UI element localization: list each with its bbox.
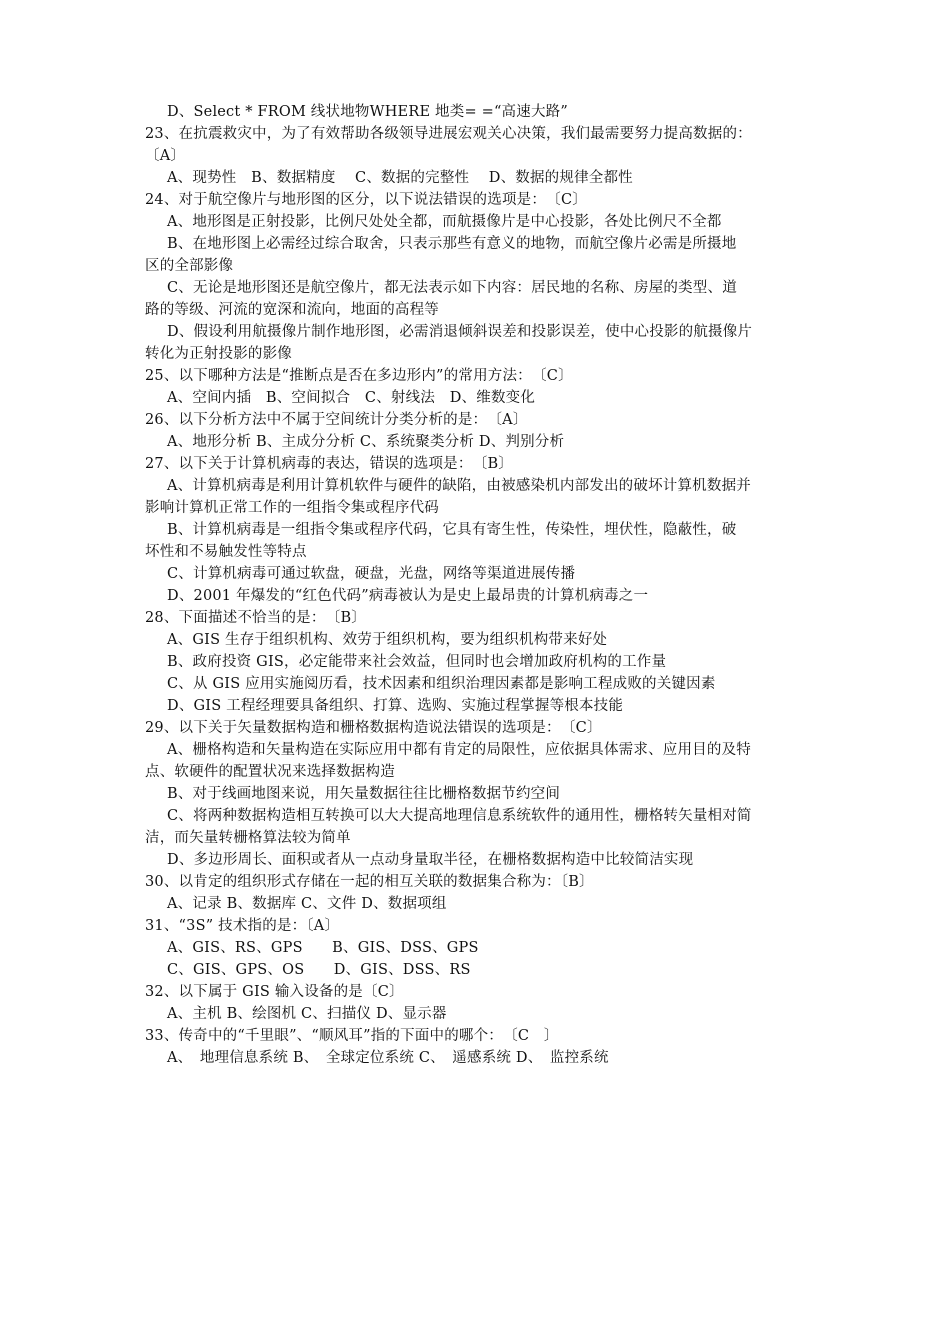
text-line: 32、以下属于 GIS 输入设备的是〔C〕 [145, 984, 404, 1000]
text-line: D、多边形周长、面积或者从一点动身量取半径，在栅格数据构造中比较简洁实现 [167, 852, 694, 868]
text-line: B、对于线画地图来说，用矢量数据往往比栅格数据节约空间 [167, 786, 561, 802]
text-line: B、在地形图上必需经过综合取舍，只表示那些有意义的地物，而航空像片必需是所摄地 [167, 236, 737, 252]
text-line: 25、以下哪种方法是“推断点是否在多边形内”的常用方法： 〔C〕 [145, 368, 573, 384]
text-line: A、GIS 生存于组织机构、效劳于组织机构，要为组织机构带来好处 [167, 632, 608, 648]
text-line: A、主机 B、绘图机 C、扫描仪 D、显示器 [167, 1006, 447, 1022]
text-line: C、将两种数据构造相互转换可以大大提高地理信息系统软件的通用性，栅格转矢量相对简 [167, 808, 752, 824]
text-line: C、无论是地形图还是航空像片，都无法表示如下内容：居民地的名称、房屋的类型、道 [167, 280, 737, 296]
text-line: 转化为正射投影的影像 [145, 346, 292, 362]
text-line: C、GIS、GPS、OS D、GIS、DSS、RS [167, 962, 471, 978]
text-line: 31、“3S” 技术指的是：〔A〕 [145, 918, 340, 934]
text-line: A、栅格构造和矢量构造在实际应用中都有肯定的局限性，应依据具体需求、应用目的及特 [167, 742, 751, 758]
text-line: D、Select * FROM 线状地物WHERE 地类= =“高速大路” [167, 104, 568, 120]
text-line: 24、对于航空像片与地形图的区分，以下说法错误的选项是： 〔C〕 [145, 192, 587, 208]
text-line: 30、以肯定的组织形式存储在一起的相互关联的数据集合称为：〔B〕 [145, 874, 594, 890]
text-line: B、计算机病毒是一组指令集或程序代码，它具有寄生性，传染性，埋伏性，隐蔽性，破 [167, 522, 737, 538]
text-line: A、地形图是正射投影，比例尺处处全都，而航摄像片是中心投影，各处比例尺不全都 [167, 214, 722, 230]
text-line: 29、以下关于矢量数据构造和栅格数据构造说法错误的选项是： 〔C〕 [145, 720, 602, 736]
text-line: A、GIS、RS、GPS B、GIS、DSS、GPS [167, 940, 479, 956]
text-line: 〔A〕 [145, 148, 186, 164]
text-line: 27、以下关于计算机病毒的表达，错误的选项是： 〔B〕 [145, 456, 514, 472]
text-line: A、空间内插 B、空间拟合 C、射线法 D、维数变化 [167, 390, 536, 406]
text-line: 点、软硬件的配置状况来选择数据构造 [145, 764, 395, 780]
text-line: A、 地理信息系统 B、 全球定位系统 C、 遥感系统 D、 监控系统 [167, 1050, 609, 1066]
text-line: B、政府投资 GIS，必定能带来社会效益，但同时也会增加政府机构的工作量 [167, 654, 667, 670]
text-line: A、地形分析 B、主成分分析 C、系统聚类分析 D、判别分析 [167, 434, 565, 450]
text-line: 26、以下分析方法中不属于空间统计分类分析的是： 〔A〕 [145, 412, 528, 428]
text-line: 23、在抗震救灾中，为了有效帮助各级领导进展宏观关心决策，我们最需要努力提高数据的： [145, 126, 752, 142]
text-line: 洁，而矢量转栅格算法较为简单 [145, 830, 351, 846]
text-line: 路的等级、河流的宽深和流向，地面的高程等 [145, 302, 439, 318]
text-line: A、记录 B、数据库 C、文件 D、数据项组 [167, 896, 447, 912]
exam-questions-text [145, 101, 815, 1069]
text-line: D、假设利用航摄像片制作地形图，必需消退倾斜误差和投影误差，使中心投影的航摄像片 [167, 324, 753, 340]
text-line: 28、下面描述不恰当的是： 〔B〕 [145, 610, 367, 626]
text-line: 33、传奇中的“千里眼”、“顺风耳”指的下面中的哪个： 〔C 〕 [145, 1028, 559, 1044]
text-line: C、计算机病毒可通过软盘，硬盘，光盘，网络等渠道进展传播 [167, 566, 576, 582]
text-line: 坏性和不易触发性等特点 [145, 544, 307, 560]
text-line: A、现势性 B、数据精度 C、数据的完整性 D、数据的规律全都性 [167, 170, 633, 186]
text-line: D、GIS 工程经理要具备组织、打算、选购、实施过程掌握等根本技能 [167, 698, 624, 714]
text-line: D、2001 年爆发的“红色代码”病毒被认为是史上最昂贵的计算机病毒之一 [167, 588, 649, 604]
text-line: 影响计算机正常工作的一组指令集或程序代码 [145, 500, 439, 516]
text-line: 区的全部影像 [145, 258, 234, 274]
text-line: A、计算机病毒是利用计算机软件与硬件的缺陷，由被感染机内部发出的破坏计算机数据并 [167, 478, 751, 494]
text-line: C、从 GIS 应用实施阅历看，技术因素和组织治理因素都是影响工程成败的关键因素 [167, 676, 716, 692]
